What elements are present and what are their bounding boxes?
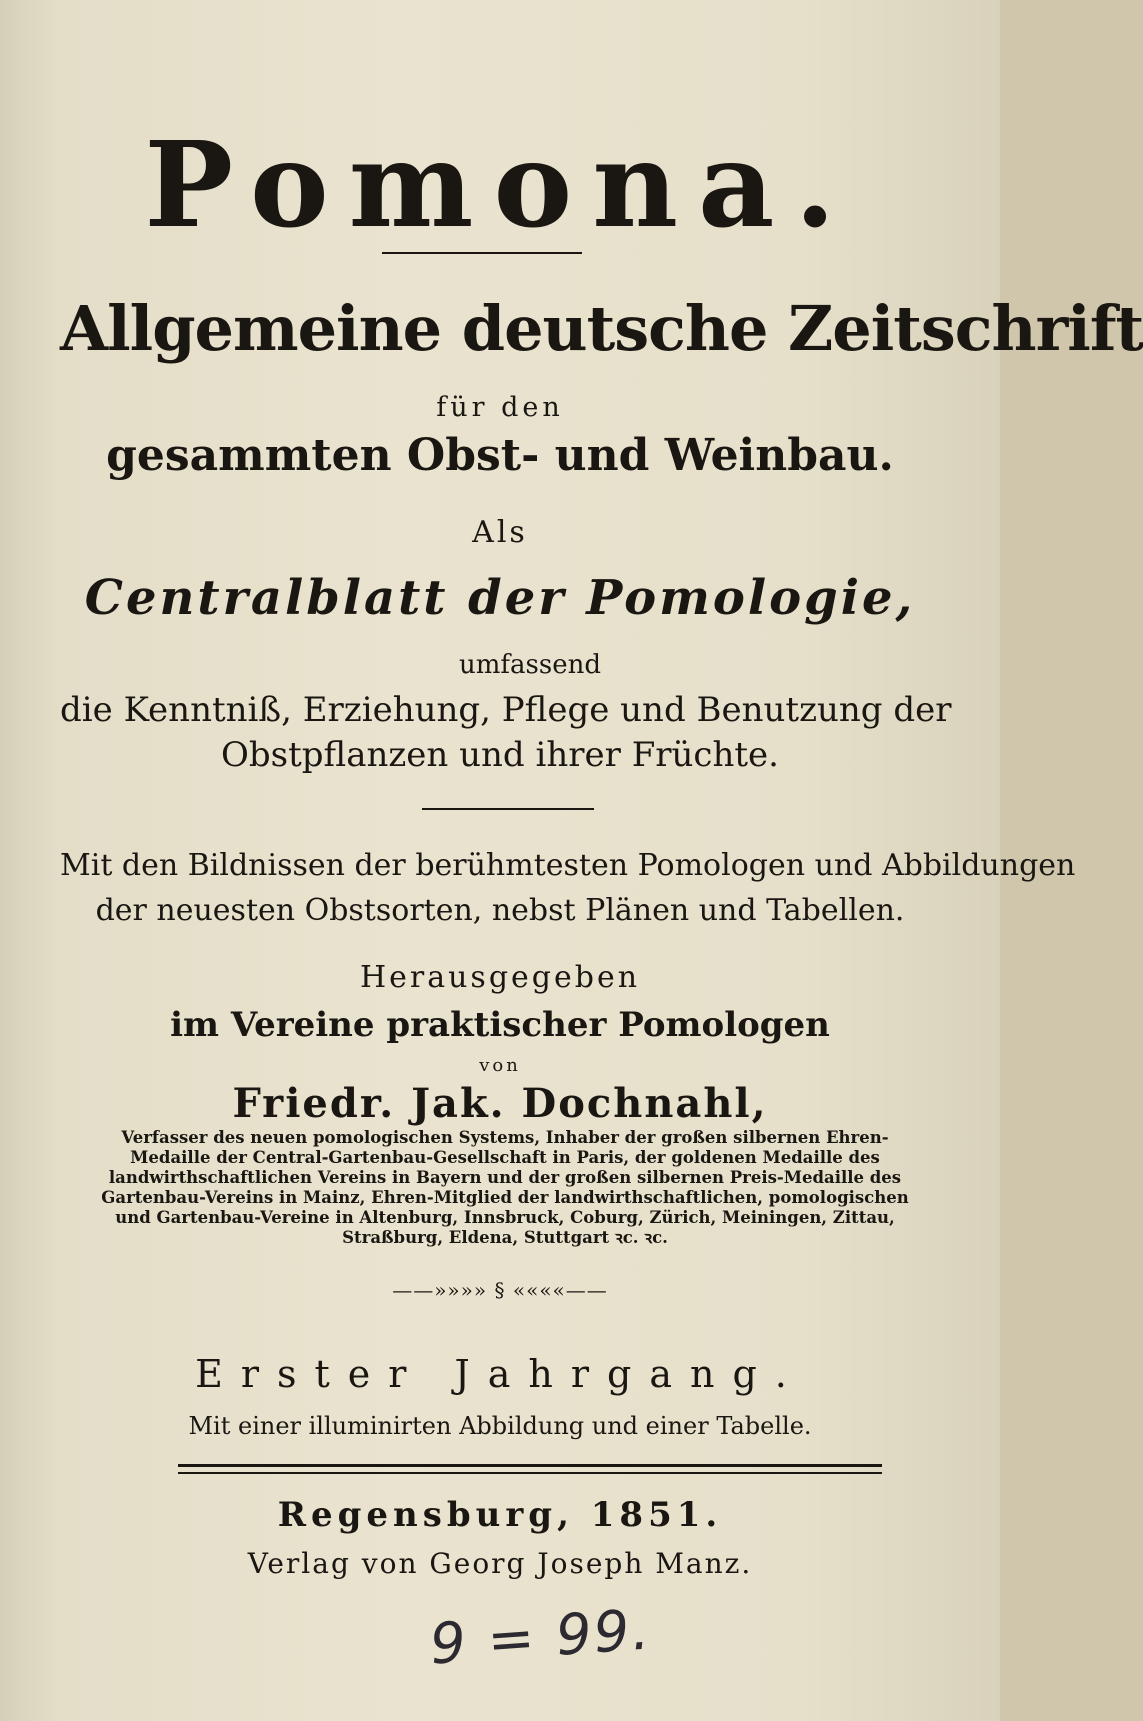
herausgegeben-line: Herausgegeben xyxy=(359,960,641,995)
subtitle-line-3: gesammten Obst- und Weinbau. xyxy=(106,430,894,481)
von-word: von xyxy=(479,1055,521,1076)
description-line-2: Obstpflanzen und ihrer Früchte. xyxy=(221,735,779,775)
handwritten-shelfmark: 9 = 99. xyxy=(428,1597,654,1678)
subtitle-line-2: für den xyxy=(436,392,564,423)
author-name: Friedr. Jak. Dochnahl, xyxy=(232,1080,768,1127)
journal-title: Pomona. xyxy=(144,115,856,254)
imprint-city-year: Regensburg, 1851. xyxy=(277,1495,723,1535)
description-line-1: die Kenntniß, Erziehung, Pflege und Benutzung der xyxy=(60,690,952,730)
divider-rule-bottom-2 xyxy=(178,1472,882,1474)
umfassend-word: umfassend xyxy=(459,650,601,680)
divider-rule-top xyxy=(382,252,582,254)
imprint-publisher: Verlag von Georg Joseph Manz. xyxy=(247,1547,753,1580)
author-credentials: Verfasser des neuen pomologischen Systems, Inhaber der großen silbernen Ehren-Medaille der Central-Gartenbau-Gesellschaft in Paris, der goldenen Medaille des landwirthschaftlichen Vereins in Bayern und der großen silbernen Preis-Medaille des Gartenbau-Vereins in Mainz, Ehren-Mitglied der landwirthschaftlichen, pomologischen und Gartenbau-Vereine in Altenburg, Innsbruck, Coburg, Zürich, Meiningen, Zittau, Straßburg, Eldena, Stuttgart ꝛc. ꝛc. xyxy=(101,1128,909,1247)
subtitle-line-1: Allgemeine deutsche Zeitschrift xyxy=(60,292,1143,365)
divider-rule-bottom-1 xyxy=(178,1464,882,1467)
centralblatt-line: Centralblatt der Pomologie, xyxy=(84,570,916,626)
illustrations-line-1: Mit den Bildnissen der berühmtesten Pomologen und Abbildungen xyxy=(60,848,1076,883)
als-word: Als xyxy=(472,515,528,550)
volume-line: Erster Jahrgang. xyxy=(195,1352,805,1396)
ornament-divider: ——»»»» § ««««—— xyxy=(392,1278,608,1302)
illustrations-line-2: der neuesten Obstsorten, nebst Plänen und Tabellen. xyxy=(95,893,905,928)
divider-rule-middle xyxy=(422,808,594,810)
verein-line: im Vereine praktischer Pomologen xyxy=(170,1005,830,1045)
illustration-note: Mit einer illuminirten Abbildung und einer Tabelle. xyxy=(188,1412,812,1440)
